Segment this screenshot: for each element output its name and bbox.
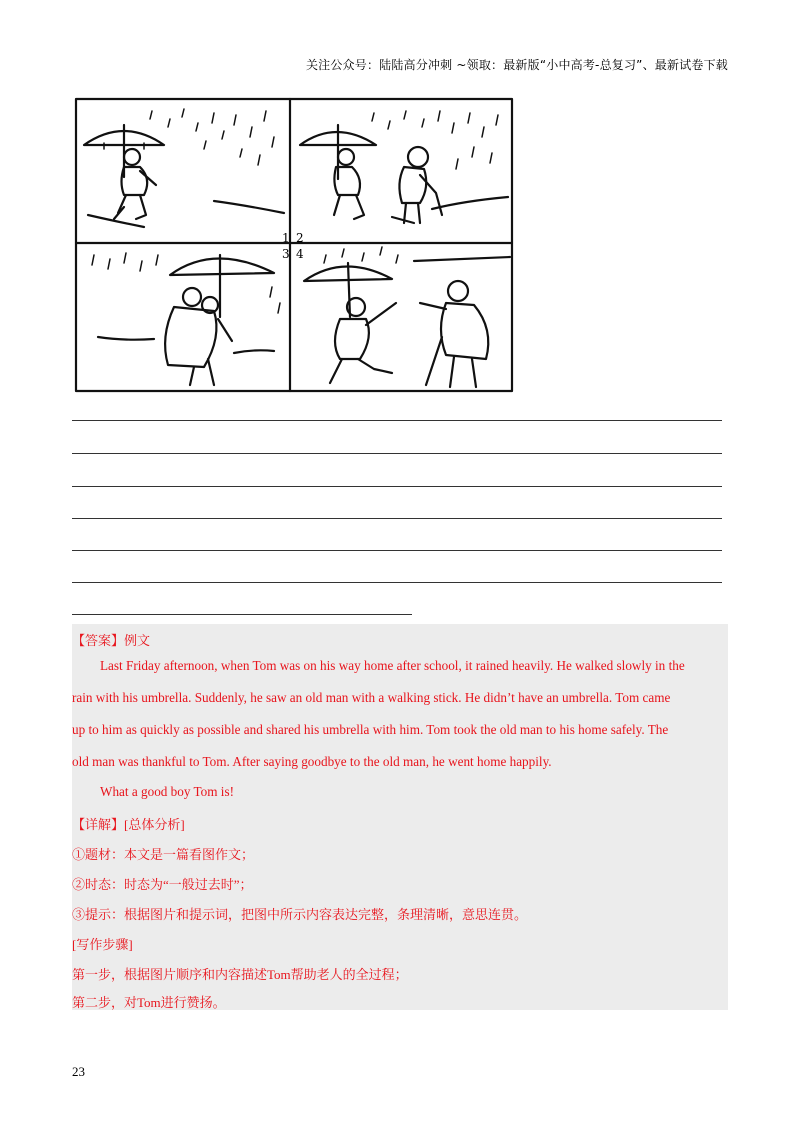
analysis-point-2: ②时态：时态为“一般过去时”； (72, 877, 253, 892)
analysis-point-3: ③提示：根据图片和提示词，把图中所示内容表达完整，条理清晰，意思连贯。 (72, 907, 528, 922)
panel-number-1: 1 (282, 231, 290, 245)
writing-line[interactable] (72, 486, 722, 487)
panel-3 (92, 253, 280, 385)
writing-line[interactable] (72, 420, 722, 421)
writing-line[interactable] (72, 518, 722, 519)
page-header: 关注公众号：陆陆高分冲刺 ~领取：最新版“小中高考-总复习”、最新试卷下载 (305, 58, 728, 72)
writing-line[interactable] (72, 453, 722, 454)
answer-title: 【答案】例文 (72, 633, 151, 648)
detail-title: 【详解】[总体分析] (72, 817, 185, 832)
writing-step-1: 第一步，根据图片顺序和内容描述Tom帮助老人的全过程； (72, 967, 408, 982)
analysis-point-1: ①题材：本文是一篇看图作文； (72, 847, 255, 862)
panel-2 (300, 111, 508, 223)
panel-4 (304, 247, 510, 387)
panel-number-3: 3 (282, 247, 290, 261)
essay-closing: What a good boy Tom is! (100, 784, 234, 799)
panel-1 (84, 109, 284, 227)
comic-frame (76, 99, 512, 391)
answer-section (72, 624, 728, 1010)
essay-line-1: Last Friday afternoon, when Tom was on his way home after school, it rained heavily. He walked slowly in the (100, 658, 685, 673)
comic-drawing (74, 97, 514, 393)
writing-line[interactable] (72, 582, 722, 583)
steps-title: [写作步骤] (72, 937, 133, 952)
essay-line-3: up to him as quickly as possible and shared his umbrella with him. Tom took the old man to his home safely. The (72, 722, 669, 737)
writing-line[interactable] (72, 550, 722, 551)
comic-illustration (74, 97, 514, 393)
writing-line[interactable] (72, 614, 412, 615)
panel-number-4: 4 (296, 247, 304, 261)
essay-line-2: rain with his umbrella. Suddenly, he saw an old man with a walking stick. He didn’t have an umbrella. Tom came (72, 690, 671, 705)
page-number: 23 (72, 1064, 85, 1079)
panel-number-2: 2 (296, 231, 304, 245)
essay-line-4: old man was thankful to Tom. After saying goodbye to the old man, he went home happily. (72, 754, 552, 769)
writing-step-2: 第二步，对Tom进行赞扬。 (72, 995, 226, 1010)
